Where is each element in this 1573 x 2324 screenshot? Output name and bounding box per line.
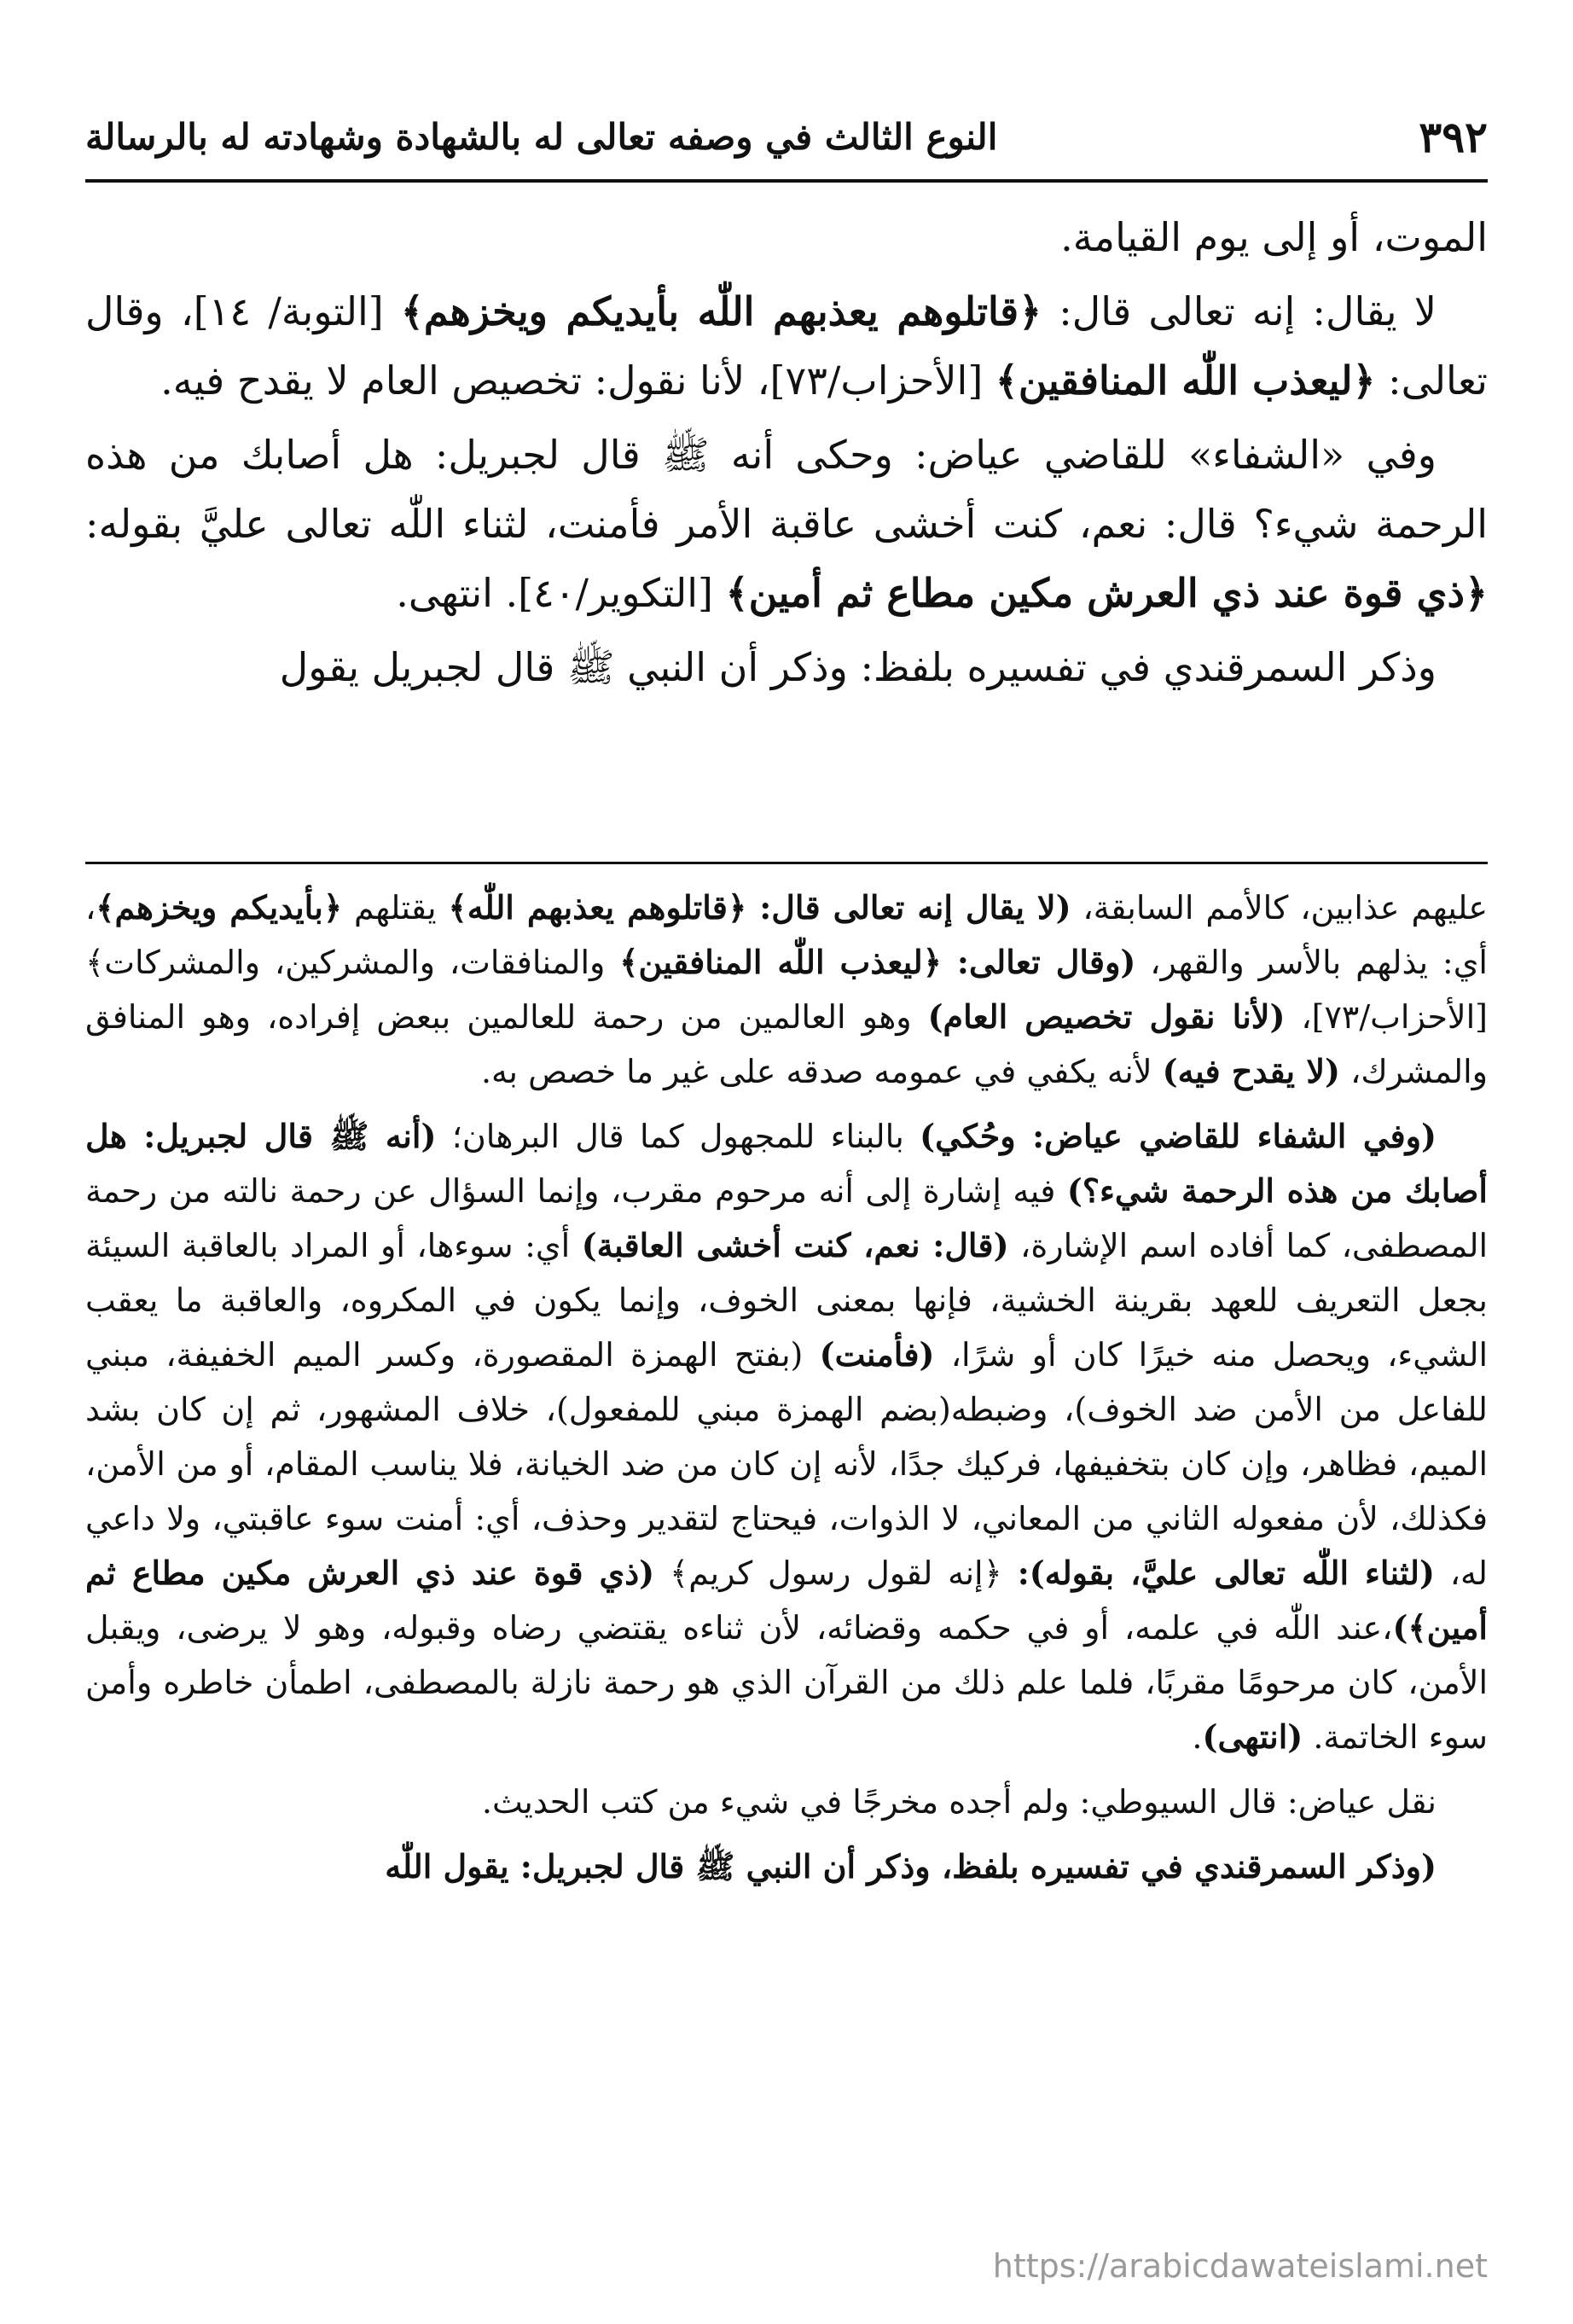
watermark-url: https://arabicdawateislami.net: [992, 2247, 1488, 2285]
main-paragraph-2: لا يقال: إنه تعالى قال: ﴿قاتلوهم يعذبهم اللّٰه بأيديكم ويخزهم﴾ [التوبة/ ١٤]، وقال تعالى: ﴿ليعذب اللّٰه المنافقين﴾ [الأحزاب/٧٣]، لأنا نقول: تخصيص العام لا يقدح فيه.: [85, 288, 1488, 404]
text-commentary-divider: [85, 862, 1488, 864]
quran-quote: ﴿ليعذب اللّٰه المنافقين﴾: [995, 357, 1376, 404]
commentary-paragraph-3: نقل عياض: قال السيوطي: ولم أجده مخرجًا في شيء من كتب الحديث.: [481, 1783, 1437, 1821]
commentary-paragraph-1: عليهم عذابين، كالأمم السابقة، (لا يقال إنه تعالى قال: ﴿قاتلوهم يعذبهم اللّٰه﴾ يقتلهم ﴿بأيديكم ويخزهم﴾، أي: يذلهم بالأسر والقهر، (وقال تعالى: ﴿ليعذب اللّٰه المنافقين﴾ والمنافقات، والمشركين، والمشركات﴾ [الأحزاب/٧٣]، (لأنا نقول تخصيص العام) وهو العالمين من رحمة للعالمين ببعض إفراده، وهو المنافق والمشرك، (لا يقدح فيه) لأنه يكفي في عمومه صدقه على غير ما خصص به.: [85, 888, 1488, 1090]
commentary-paragraph-4: (وذكر السمرقندي في تفسيره بلفظ، وذكر أن النبي ﷺ قال لجبريل: يقول اللّٰه: [385, 1847, 1437, 1885]
main-paragraph-1: الموت، أو إلى يوم القيامة.: [1060, 214, 1488, 260]
main-text: [85, 203, 1488, 707]
main-paragraph-4: وذكر السمرقندي في تفسيره بلفظ: وذكر أن النبي ﷺ قال لجبريل يقول: [279, 644, 1437, 690]
page-number: ٣٩٢: [1419, 111, 1488, 162]
page-header: [85, 104, 1488, 169]
book-page: [85, 85, 1488, 2269]
quran-quote: ﴿قاتلوهم يعذبهم اللّٰه بأيديكم ويخزهم﴾: [400, 288, 1042, 334]
header-rule: [85, 179, 1488, 183]
commentary-paragraph-2: (وفي الشفاء للقاضي عياض: وحُكي) بالبناء للمجهول كما قال البرهان؛ (أنه ﷺ قال لجبريل: هل أصابك من هذه الرحمة شيء؟) فيه إشارة إلى أنه مرحوم مقرب، وإنما السؤال عن رحمة نالته من رحمة المصطفى، كما أفاده اسم الإشارة، (قال: نعم، كنت أخشى العاقبة) أي: سوءها، أو المراد بالعاقبة السيئة بجعل التعريف للعهد بقرينة الخشية، فإنها بمعنى الخوف، وإنما يكون في المكروه، والعاقبة ما يعقب الشيء، ويحصل منه خيرًا كان أو شرًا، (فأمنت) (بفتح الهمزة المقصورة، وكسر الميم الخفيفة، مبني للفاعل من الأمن ضد الخوف)، وضبطه(بضم الهمزة مبني للمفعول)، خلاف المشهور، ثم إن كان بشد الميم، فظاهر، وإن كان بتخفيفها، فركيك جدًا، لأنه إن كان من ضد الخيانة، فلا يناسب المقام، أو من الأمن، فكذلك، لأن مفعوله الثاني من المعاني، لا الذوات، فيحتاج لتقدير وحذف، أي: أمنت سوء عاقبتي، ولا داعي له، (لثناء اللّٰه تعالى عليَّ، بقوله): ﴿إنه لقول رسول كريم﴾ (ذي قوة عند ذي العرش مكين مطاع ثم أمين﴾)،عند اللّٰه في علمه، أو في حكمه وقضائه، لأن ثناءه يقتضي رضاه وقبوله، وهو لا يرضى، ويقبل الأمن، كان مرحومًا مقربًا، فلما علم ذلك من القرآن الذي هو رحمة نازلة بالمصطفى، اطمأن خاطره وأمن سوء الخاتمة. (انتهى).: [85, 1117, 1489, 1756]
commentary-text: [85, 880, 1488, 1904]
main-paragraph-3: وفي «الشفاء» للقاضي عياض: وحكى أنه ﷺ قال لجبريل: هل أصابك من هذه الرحمة شيء؟ قال: نعم، كنت أخشى عاقبة الأمر فأمنت، لثناء اللّٰه تعالى عليَّ بقوله: ﴿ذي قوة عند ذي العرش مكين مطاع ثم أمين﴾ [التكوير/٤٠]. انتهى.: [85, 432, 1488, 616]
running-title: النوع الثالث في وصفه تعالى له بالشهادة وشهادته له بالرسالة: [85, 115, 998, 158]
quran-quote: ﴿ذي قوة عند ذي العرش مكين مطاع ثم أمين﴾: [725, 570, 1488, 616]
